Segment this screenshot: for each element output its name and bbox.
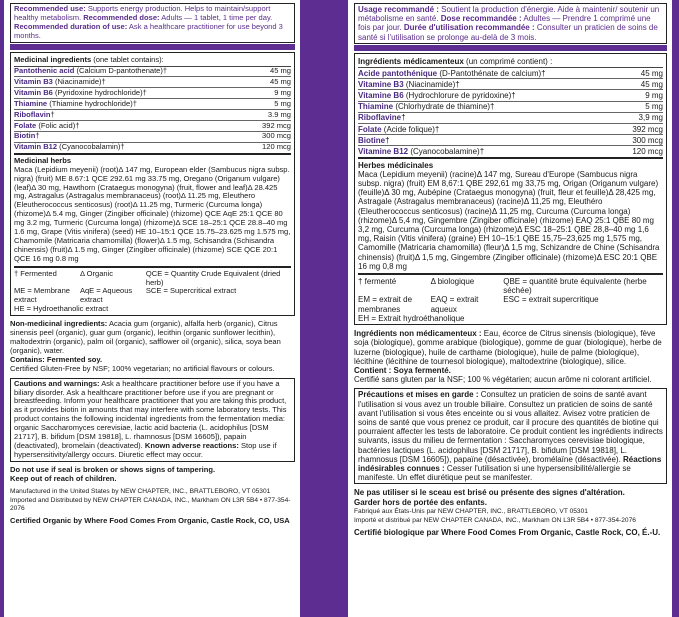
medicinal-ingredients-table: Ingrédients médicamenteux (un comprimé contient) : Acide pantothénique (D-Pantothénate de calcium)† 45 mg Vitamine B3 (Niacinamide)† 45 mg Vitamine B6 (Hydrochlorure de pyridoxine)† 9 mg Thiamine (Chlorhydrate de thiamine)† 5 mg Riboflavine† 3,9 mg Folate (Acide folique)† 392 mcg Biotine† 300 mcg Vitamine B12 (Cyanocobalamine)† 120 mcg Herbes médicinales Maca (Lepidium meyenii) (racine)Δ 147 mg, Sureau d'Europe (Sambucus nigra subsp. nigra) (fruit) EM 8,67:1 QBE 292,61 mg 33,75 mg, Origan (Origanum vulgare) (feuille)Δ 30 mg, Aubépine (Crataegus monogyna) (fruit, fleur et feuille)Δ 28,425 mg, Astragale (Astragalus membranaceus) (racine)Δ 11,25 mg, Eleuthéro (Eleutherococcus senticosus) (racine)Δ 11,25 mg, Curcuma (Curcuma longa) (rhizome)Δ 5,4 mg, Gingembre (Zingiber officinale) (rhizome) EAQ 25:1 QBE 80 mg 3,2 mg, Curcuma (Curcuma longa) (rhizome)Δ ESC 18–25:1 QBE 28,8–40 mg 1,6 mg, Raisin (Vitis vinifera) (graine) EH 10–15:1 QBE 15,75–23,625 mg 1,575 mg, Camomille (Matricaria chamomilla) (fleur)Δ 1,5 mg, Schizandre de Chine (Schisandra chinensis) (fruit)Δ 1,5 mg, Gingembre (Zingiber officinale) (rhizome)Δ ESC 20:1 QBE 16 mg 0,8 mg † fermenté Δ biologique QBE = quantité brute équivalente (herbe séchée) EM = extrait de membranes EAQ = extrait aqueux ESC = extrait supercritique EH = Extrait hydroéthanolique: [354, 53, 667, 325]
medicinal-ingredients-table: [10, 52, 295, 317]
ingredient-row: Thiamine (Thiamine hydrochloride)† 5 mg: [14, 99, 291, 110]
abbreviation-legend: † fermenté Δ biologique QBE = quantité brute équivalente (herbe séchée) EM = extrait de membranes EAQ = extrait aqueux ESC = extrait supercritique EH = Extrait hydroéthanolique: [358, 273, 663, 323]
certified-text: Certifié sans gluten par la NSF; 100 % végétarien; aucun arôme ni colorant artificiel.: [354, 375, 652, 385]
med-header-label: Medicinal ingredients: [14, 54, 92, 64]
non-medicinal-ingredients: Ingrédients non médicamenteux : Eau, écorce de Citrus sinensis (biologique), fève soja (biologique), gomme arabique (biologique), gomme de guar (biologique), herbe de luzerne (biologique), huile de carthame (biologique), huile de palme (biologique), lécithine (lécithine de tournesol biologique), maltodextrine (biologique), silice.: [354, 329, 662, 366]
cautions-box: Précautions et mises en garde : Consultez un praticien de soins de santé avant l'utilisation si vous avez un trouble biliaire. Consultez un praticien de soins de santé avant l'utilisation si vous êtes enceinte ou si vous allaitez. Avisez votre praticien de soins de santé que vous prenez ce produit, car il procure des quantités de biotine qui pourraient affecter les tests de laboratoire. Ce produit contient les ingrédients indirects suivants, issus du milieu de fermentation : Saccharomyces cerevisiae biologique, bactéries lactiques (L. acidophilus [DSM 21717], B. bifidum [DSM 19818], L. rhamnosus [DSM 16605]), papaïne (désactivée), bromélaïne (désactivée). Réactions indésirables connues : Cesser l'utilisation si une hypersensibilité/allergie se manifeste. Un effet diurétique peut se manifester.: [354, 388, 667, 484]
keep-out-warning: Keep out of reach of children.: [10, 473, 117, 483]
ingredient-row: Biotin† 300 mcg: [14, 132, 291, 143]
contains-text: Contient : Soya fermenté.: [354, 365, 451, 375]
recommended-use-box: Usage recommandé : Soutient la production d'énergie. Aide à maintenir/ soutenir un métabolisme en santé. Dose recommandée : Adultes — Prendre 1 comprimé une fois par jour. Durée d'utilisation recommandée : Consulter un praticien de soins de santé si l'utilisation se prolonge au-delà de 3 mois.: [354, 3, 667, 44]
ingredient-row: Vitamin B3 (Niacinamide)† 45 mg: [14, 77, 291, 88]
ingredient-row: Pantothenic acid (Calcium D-pantothenate)† 45 mg: [14, 67, 291, 78]
med-header-note: (one tablet contains):: [91, 54, 164, 64]
manufacturer-line: Fabriqué aux États-Unis par NEW CHAPTER, INC., BRATTLEBORO, VT 05301: [354, 507, 588, 515]
rec-dose-text: Adults — 1 tablet, 1 time per day.: [159, 12, 273, 22]
seal-warning: Do not use if seal is broken or shows signs of tampering.: [10, 464, 216, 474]
rec-use-text: Supports energy production. Helps to maintain/support healthy metabolism.: [14, 4, 271, 22]
purple-divider: [10, 44, 295, 50]
ingredient-row: Riboflavine† 3,9 mg: [358, 113, 663, 123]
ingredient-row: Vitamin B6 (Pyridoxine hydrochloride)† 9 mg: [14, 88, 291, 99]
ingredient-row: Vitamine B6 (Hydrochlorure de pyridoxine)† 9 mg: [358, 90, 663, 100]
french-label-panel: [348, 0, 672, 617]
rec-duration-text: Ask a healthcare practitioner for use beyond 3 months.: [14, 21, 283, 40]
ingredient-row: Folate (Acide folique)† 392 mcg: [358, 124, 663, 134]
cautions-box: Cautions and warnings: Ask a healthcare practitioner before use if you have a biliary disorder. Ask a healthcare practitioner before use if you are pregnant or breastfeeding. Inform your healthcare practitioner that you are taking this product, as it provides biotin in amounts that may interfere with some laboratory tests. This product contains the following incidental ingredients from the fermentation media: organic Saccharomyces cerevisiae, lactic acid bacteria (L. acidophilus [DSM 21717], B. bifidum [DSM 19818], L. rhamnosus [DSM 16605]), papain (deactivated), bromelain (deactivated). Known adverse reactions: Stop use if hypersensitivity/allergy occurs. Diuretic effect may occur.: [10, 378, 295, 462]
rec-dose-label: Recommended dose:: [83, 12, 160, 22]
seal-warning: Ne pas utiliser si le sceau est brisé ou présente des signes d'altération.: [354, 488, 625, 498]
medicinal-herbs-text: Maca (Lepidium meyenii) (root)Δ 147 mg, European elder (Sambucus nigra subsp. nigra) (fruit) ME 8.67:1 QCE 292.61 mg 33.75 mg, Oregano (Origanum vulgare) (leaf)Δ 30 mg, Hawthorn (Crataegus monogyna) (fruit, flower and leaf)Δ 28.425 mg, Astragalus (Astragalus membranaceus) (root)Δ 11.25 mg, Eleuthero (Eleutherococcus senticosus) (root)Δ 11.25 mg, Turmeric (Curcuma longa) (rhizome)Δ 5.4 mg, Ginger (Zingiber officinale) (rhizome) QCE AqE 25:1 QCE 80 mg 3.2 mg, Turmeric (Curcuma longa) (rhizome)Δ SCE 18–25:1 QCE 28.8–40 mg 1.6 mg, Grape (Vitis vinifera) (seed) HE 10–15:1 QCE 15.75–23.625 mg 1.575 mg, Chamomile (Matricaria chamomilla) (flower)Δ 1.5 mg, Schisandra (Schisandra chinensis) (fruit)Δ 1.5 mg, Ginger (Zingiber officinale) (rhizome) SCE QCE 20:1 QCE 16 mg 0.8 mg: [14, 164, 291, 263]
ingredient-row: Folate (Folic acid)† 392 mcg: [14, 121, 291, 132]
rec-duration-label: Recommended duration of use:: [14, 21, 128, 31]
medicinal-herbs-text: Maca (Lepidium meyenii) (racine)Δ 147 mg, Sureau d'Europe (Sambucus nigra subsp. nigra) (fruit) EM 8,67:1 QBE 292,61 mg 33,75 mg, Origan (Origanum vulgare) (feuille)Δ 30 mg, Aubépine (Crataegus monogyna) (fruit, fleur et feuille)Δ 28,425 mg, Astragale (Astragalus membranaceus) (racine)Δ 11,25 mg, Eleuthéro (Eleutherococcus senticosus) (racine)Δ 11,25 mg, Curcuma (Curcuma longa) (rhizome)Δ 5,4 mg, Gingembre (Zingiber officinale) (rhizome) EAQ 25:1 QBE 80 mg 3,2 mg, Curcuma (Curcuma longa) (rhizome)Δ ESC 18–25:1 QBE 28,8–40 mg 1,6 mg, Raisin (Vitis vinifera) (graine) EH 10–15:1 QBE 15,75–23,625 mg 1,575 mg, Camomille (Matricaria chamomilla) (fleur)Δ 1,5 mg, Schizandre de Chine (Schisandra chinensis) (fruit)Δ 1,5 mg, Gingembre (Zingiber officinale) (rhizome)Δ ESC 20:1 QBE 16 mg 0,8 mg: [358, 169, 660, 271]
english-label-panel: [4, 0, 300, 617]
purple-divider: [354, 45, 667, 51]
importer-line: Imported and Distributed by NEW CHAPTER CANADA, INC., Markham ON L3R 5B4 • 877-354-2076: [10, 496, 291, 513]
ingredient-row: Riboflavin† 3.9 mg: [14, 110, 291, 121]
center-purple-band: [300, 0, 348, 617]
organic-certification: Certified Organic by Where Food Comes From Organic, Castle Rock, CO, USA: [10, 516, 290, 526]
ingredient-row: Biotine† 300 mcg: [358, 135, 663, 145]
medicinal-herbs-title: Medicinal herbs: [14, 155, 72, 165]
keep-out-warning: Garder hors de portée des enfants.: [354, 497, 487, 507]
non-medicinal-ingredients: Non-medicinal ingredients: Acacia gum (organic), alfalfa herb (organic), Citrus sinensis peel (organic), guar gum (organic), lecithin (organic sunflower lecithin), maltodextrin (organic), palm oil (organic), safflower oil (organic), silica, soya bean (organic), water.: [10, 319, 281, 355]
ingredient-row: Vitamine B3 (Niacinamide)† 45 mg: [358, 79, 663, 89]
importer-line: Importé et distribué par NEW CHAPTER CANADA, INC., Markham ON L3R 5B4 • 877-354-2076: [354, 516, 636, 524]
organic-certification: Certifié biologique par Where Food Comes From Organic, Castle Rock, CO, É.-U.: [354, 528, 661, 538]
medicinal-herbs-title: Herbes médicinales: [358, 160, 434, 170]
right-purple-band: [672, 0, 679, 617]
recommended-use-box: [10, 3, 295, 43]
abbreviation-legend: † Fermented Δ Organic QCE = Quantity Crude Equivalent (dried herb) ME = Membrane extract AqE = Aqueous extract SCE = Supercritical extract HE = Hydroethanolic extract: [14, 266, 291, 315]
ingredient-row: Acide pantothénique (D-Pantothénate de calcium)† 45 mg: [358, 68, 663, 78]
ingredient-row: Vitamin B12 (Cyanocobalamin)† 120 mcg: [14, 143, 291, 155]
ingredient-row: Thiamine (Chlorhydrate de thiamine)† 5 mg: [358, 102, 663, 112]
ingredient-row: Vitamine B12 (Cyanocobalamine)† 120 mcg: [358, 146, 663, 158]
contains-text: Contains: Fermented soy.: [10, 354, 103, 364]
certified-text: Certified Gluten-Free by NSF; 100% vegetarian; no artificial flavours or colours.: [10, 363, 275, 373]
manufacturer-line: Manufactured in the United States by NEW CHAPTER, INC., BRATTLEBORO, VT 05301: [10, 487, 271, 495]
rec-use-label: Recommended use:: [14, 4, 86, 13]
